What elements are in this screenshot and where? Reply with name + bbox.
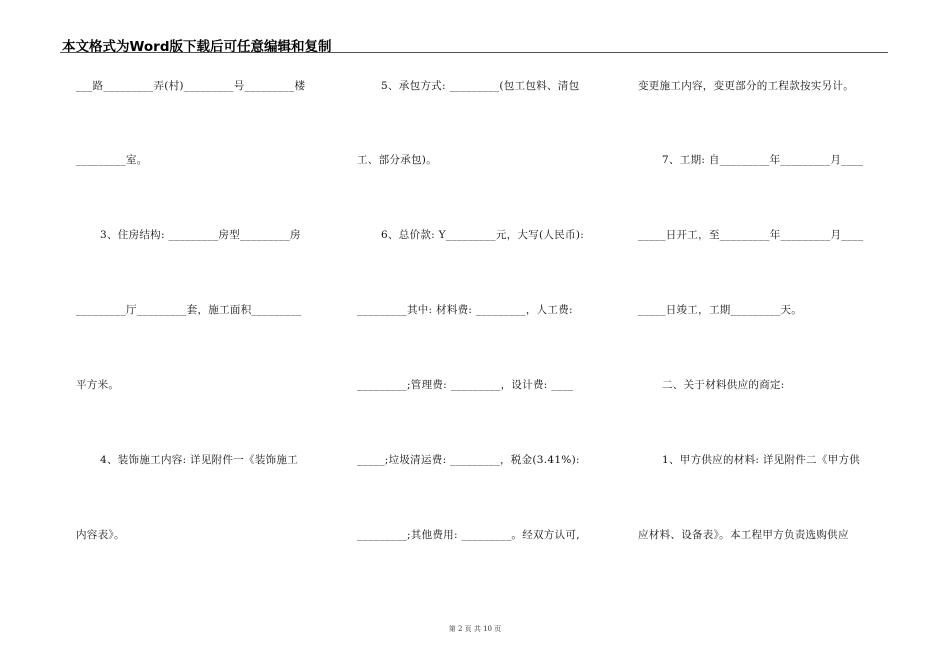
text-line: 内容表》。: [76, 529, 125, 541]
text-line: _________;管理费: _________，设计费: ____: [357, 379, 574, 391]
text-line: _____日竣工，工期_________天。: [638, 304, 803, 316]
header-divider: [60, 52, 888, 53]
text-line: 1、甲方供应的材料: 详见附件二《甲方供: [662, 454, 861, 466]
page-header-title: 本文格式为Word版下载后可任意编辑和复制: [62, 39, 332, 55]
text-line: 二、关于材料供应的商定:: [662, 379, 785, 391]
text-line: 4、装饰施工内容: 详见附件一《装饰施工: [100, 454, 299, 466]
text-line: ___路_________弄(村)_________号_________楼: [76, 80, 306, 92]
text-line: _________;其他费用: _________。经双方认可,: [357, 529, 580, 541]
page-number-footer: 第 2 页 共 10 页: [448, 625, 502, 633]
text-line: 应材料、设备表》。本工程甲方负责选购供应: [638, 529, 849, 541]
text-line: 平方米。: [76, 379, 120, 391]
text-line: _____;垃圾清运费: _________，税金(3.41%):: [357, 454, 580, 466]
text-line: 6、总价款: Y_________元，大写(人民币):: [381, 229, 585, 241]
text-line: _________其中: 材料费: _________，人工费:: [357, 304, 573, 316]
text-line: 3、住房结构: _________房型_________房: [100, 229, 301, 241]
text-line: 7、工期: 自_________年_________月____: [662, 154, 864, 166]
text-line: _________室。: [76, 154, 148, 166]
text-line: 5、承包方式: _________(包工包料、清包: [381, 80, 580, 92]
text-line: _________厅_________套，施工面积_________: [76, 304, 302, 316]
text-line: 工、部分承包)。: [357, 154, 437, 166]
text-line: _____日开工，至_________年_________月____: [638, 229, 864, 241]
text-line: 变更施工内容，变更部分的工程款按实另计。: [638, 80, 854, 92]
